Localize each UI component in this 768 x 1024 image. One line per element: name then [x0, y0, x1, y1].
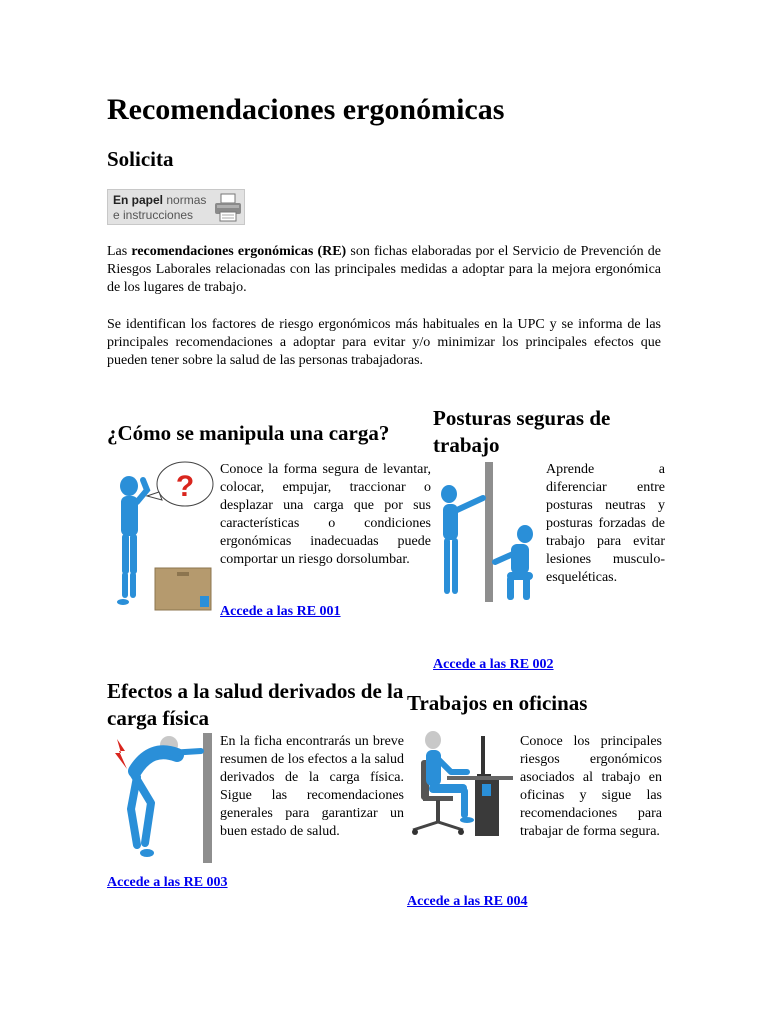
link-re-001[interactable]: Accede a las RE 001 — [220, 604, 341, 619]
pushing-worker-illustration — [107, 733, 215, 865]
office-worker-illustration — [407, 730, 515, 840]
section-text-office-work: Conoce los principales riesgos ergonómicos asociados al trabajo en oficinas y sigue las recomendaciones para trabajar de forma segura. — [520, 734, 662, 839]
paper-button-line2: e instrucciones — [113, 208, 194, 222]
section-heading-safe-postures: Posturas seguras de trabajo — [433, 406, 611, 457]
printer-icon — [214, 193, 242, 223]
section-heading-load-handling: ¿Cómo se manipula una carga? — [107, 421, 390, 445]
lifting-worker-illustration — [107, 460, 215, 612]
paper-button-line1: En papel normas — [113, 193, 207, 207]
section-text-safe-postures: Aprende a diferenciar entre posturas neutras y posturas forzadas de trabajo para evitar lesiones musculo-esqueléticas. — [546, 462, 665, 585]
link-re-003[interactable]: Accede a las RE 003 — [107, 875, 228, 890]
paper-instructions-button[interactable] — [107, 189, 245, 225]
intro-paragraph-1: Las recomendaciones ergonómicas (RE) son fichas elaboradas por el Servicio de Prevención de Riesgos Laborales relacionadas con las principales medidas a adoptar para la mejora ergonómica de los lugares de trabajo. — [107, 244, 662, 295]
section-text-health-effects: En la ficha encontrarás un breve resumen de los efectos a la salud derivados de la carga física. Sigue las recomendaciones generales para garantizar un buen estado de salud. — [220, 734, 404, 839]
page-title: Recomendaciones ergonómicas — [107, 93, 505, 126]
section-heading-health-effects: Efectos a la salud derivados de la carga física — [107, 679, 404, 730]
svg-text:?: ? — [175, 470, 195, 503]
link-re-002[interactable]: Accede a las RE 002 — [433, 657, 554, 672]
page-subtitle: Solicita — [107, 147, 174, 171]
section-heading-office-work: Trabajos en oficinas — [407, 691, 588, 715]
intro-paragraph-2: Se identifican los factores de riesgo ergonómicos más habituales en la UPC y se informa de las principales recomendaciones a adoptar para evitar y/o minimizar los principales efectos que pueden tener sobre la salud de las personas trabajadoras. — [107, 317, 661, 368]
section-text-load-handling: Conoce la forma segura de levantar, colocar, empujar, traccionar o desplazar una carga que por sus características o condiciones ergonómicas inadecuadas puede comportar un riesgo dorsolumbar. — [220, 462, 431, 567]
posture-worker-illustration — [433, 462, 541, 604]
link-re-004[interactable]: Accede a las RE 004 — [407, 894, 528, 909]
